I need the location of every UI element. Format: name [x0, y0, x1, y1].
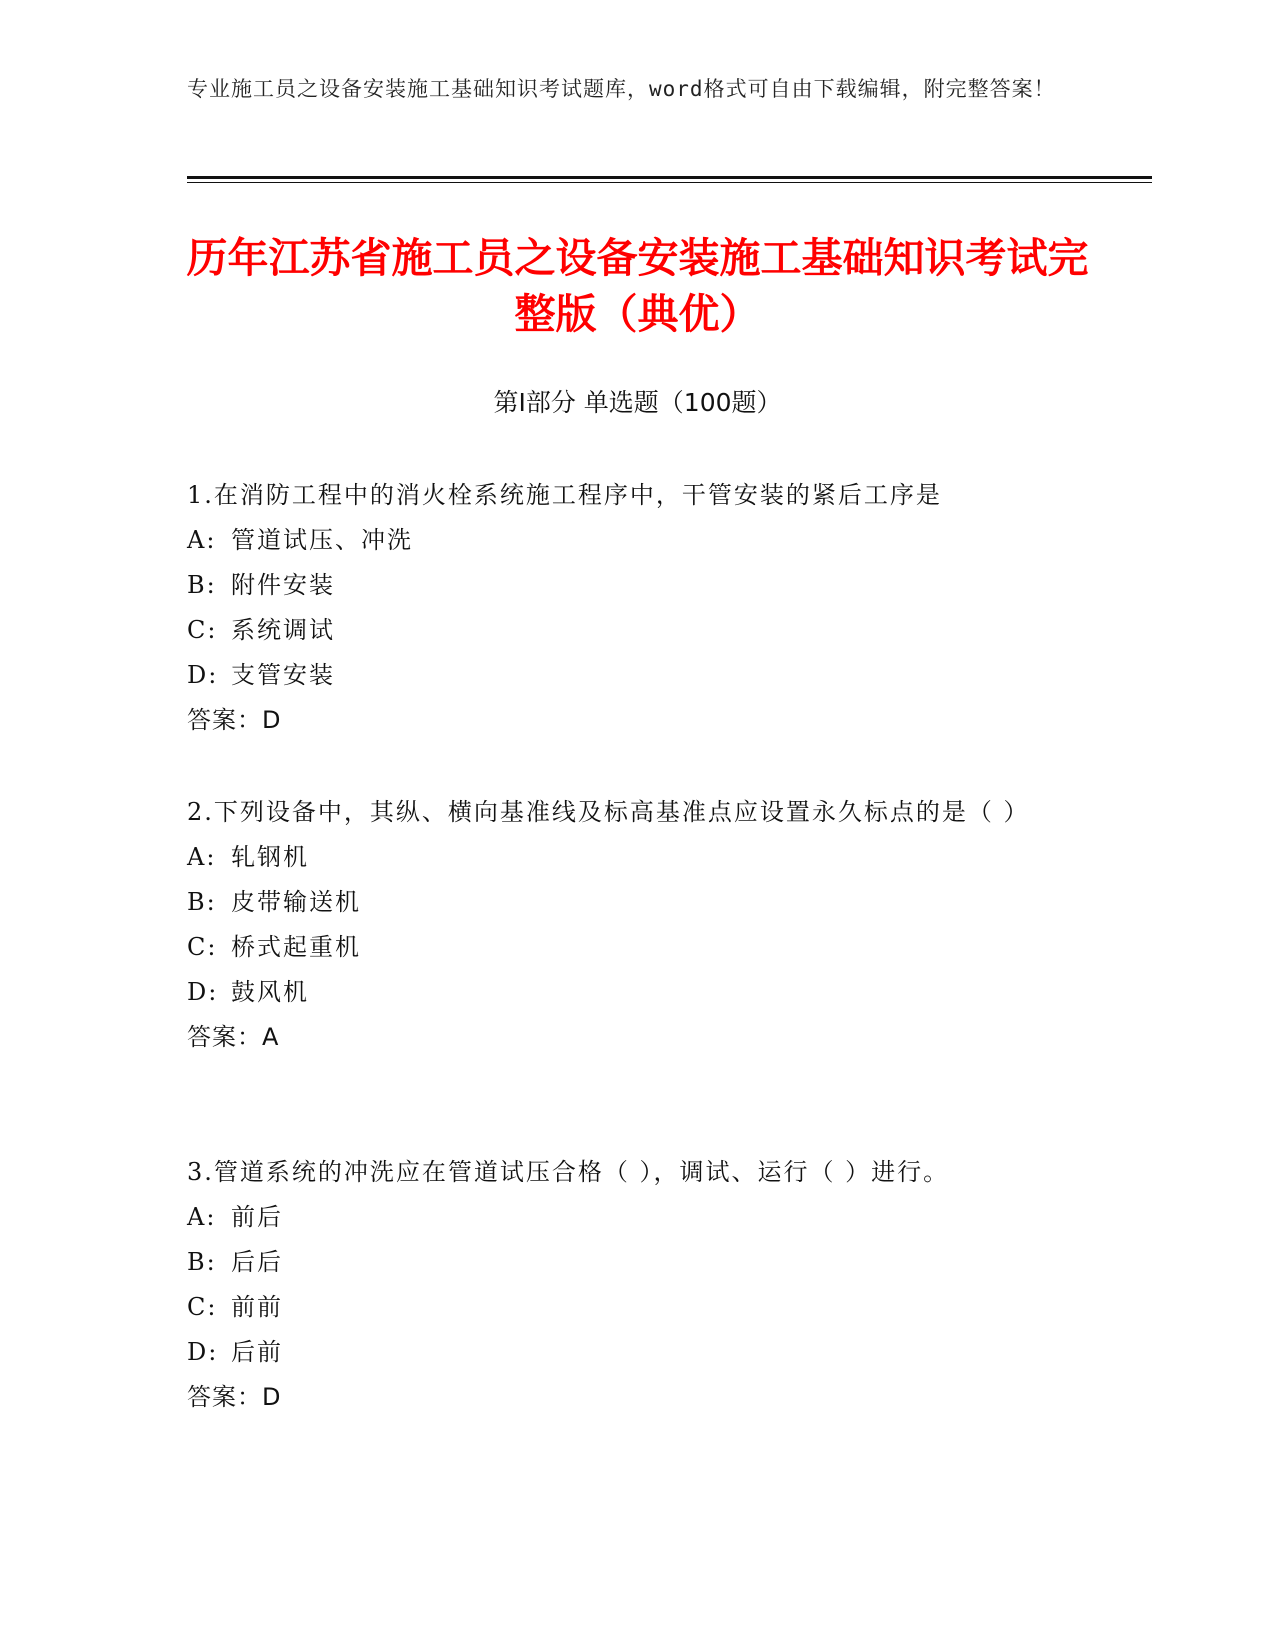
document-title: 历年江苏省施工员之设备安装施工基础知识考试完整版（典优）: [186, 234, 1089, 338]
option-a: [187, 518, 1067, 563]
question-stem: 1.在消防工程中的消火栓系统施工程序中，干管安装的紧后工序是: [187, 481, 942, 509]
option-letter: C:: [187, 616, 218, 644]
option-text: 前前: [231, 1293, 283, 1321]
option-text: 后前: [231, 1338, 283, 1366]
option-c: [187, 925, 1067, 970]
answer: 答案：D: [187, 1383, 282, 1411]
header-note: 专业施工员之设备安装施工基础知识考试题库，word格式可自由下载编辑，附完整答案！: [187, 77, 1056, 101]
question-2: [187, 790, 1067, 1060]
option-letter: D:: [187, 1338, 219, 1366]
option-a: [187, 835, 1067, 880]
option-letter: C:: [187, 1293, 218, 1321]
option-d: [187, 653, 1067, 698]
option-letter: A:: [187, 526, 217, 554]
option-text: 前后: [231, 1203, 283, 1231]
question-3: [187, 1150, 1067, 1420]
option-text: 管道试压、冲洗: [231, 526, 413, 554]
option-c: [187, 608, 1067, 653]
option-text: 支管安装: [231, 661, 335, 689]
option-text: 鼓风机: [231, 978, 309, 1006]
header-divider-thin: [187, 182, 1152, 183]
answer: 答案：D: [187, 706, 282, 734]
question-stem: 3.管道系统的冲洗应在管道试压合格（ ），调试、运行（ ）进行。: [187, 1158, 950, 1186]
option-text: 皮带输送机: [231, 888, 361, 916]
section-title: 第Ⅰ部分 单选题（100题）: [493, 388, 782, 417]
option-letter: B:: [187, 1248, 217, 1276]
option-letter: B:: [187, 571, 217, 599]
option-text: 桥式起重机: [231, 933, 361, 961]
option-d: [187, 970, 1067, 1015]
option-b: [187, 880, 1067, 925]
question-stem: 2.下列设备中，其纵、横向基准线及标高基准点应设置永久标点的是（ ）: [187, 798, 1030, 826]
option-letter: B:: [187, 888, 217, 916]
answer: 答案：A: [187, 1023, 280, 1051]
option-letter: A:: [187, 1203, 217, 1231]
option-letter: C:: [187, 933, 218, 961]
option-c: [187, 1285, 1067, 1330]
option-letter: D:: [187, 978, 219, 1006]
option-letter: A:: [187, 843, 217, 871]
header-divider-thick: [187, 176, 1152, 179]
question-1: [187, 473, 1067, 743]
option-b: [187, 1240, 1067, 1285]
option-d: [187, 1330, 1067, 1375]
option-text: 附件安装: [231, 571, 335, 599]
option-a: [187, 1195, 1067, 1240]
option-text: 后后: [231, 1248, 283, 1276]
option-text: 轧钢机: [231, 843, 309, 871]
option-text: 系统调试: [231, 616, 335, 644]
option-b: [187, 563, 1067, 608]
option-letter: D:: [187, 661, 219, 689]
